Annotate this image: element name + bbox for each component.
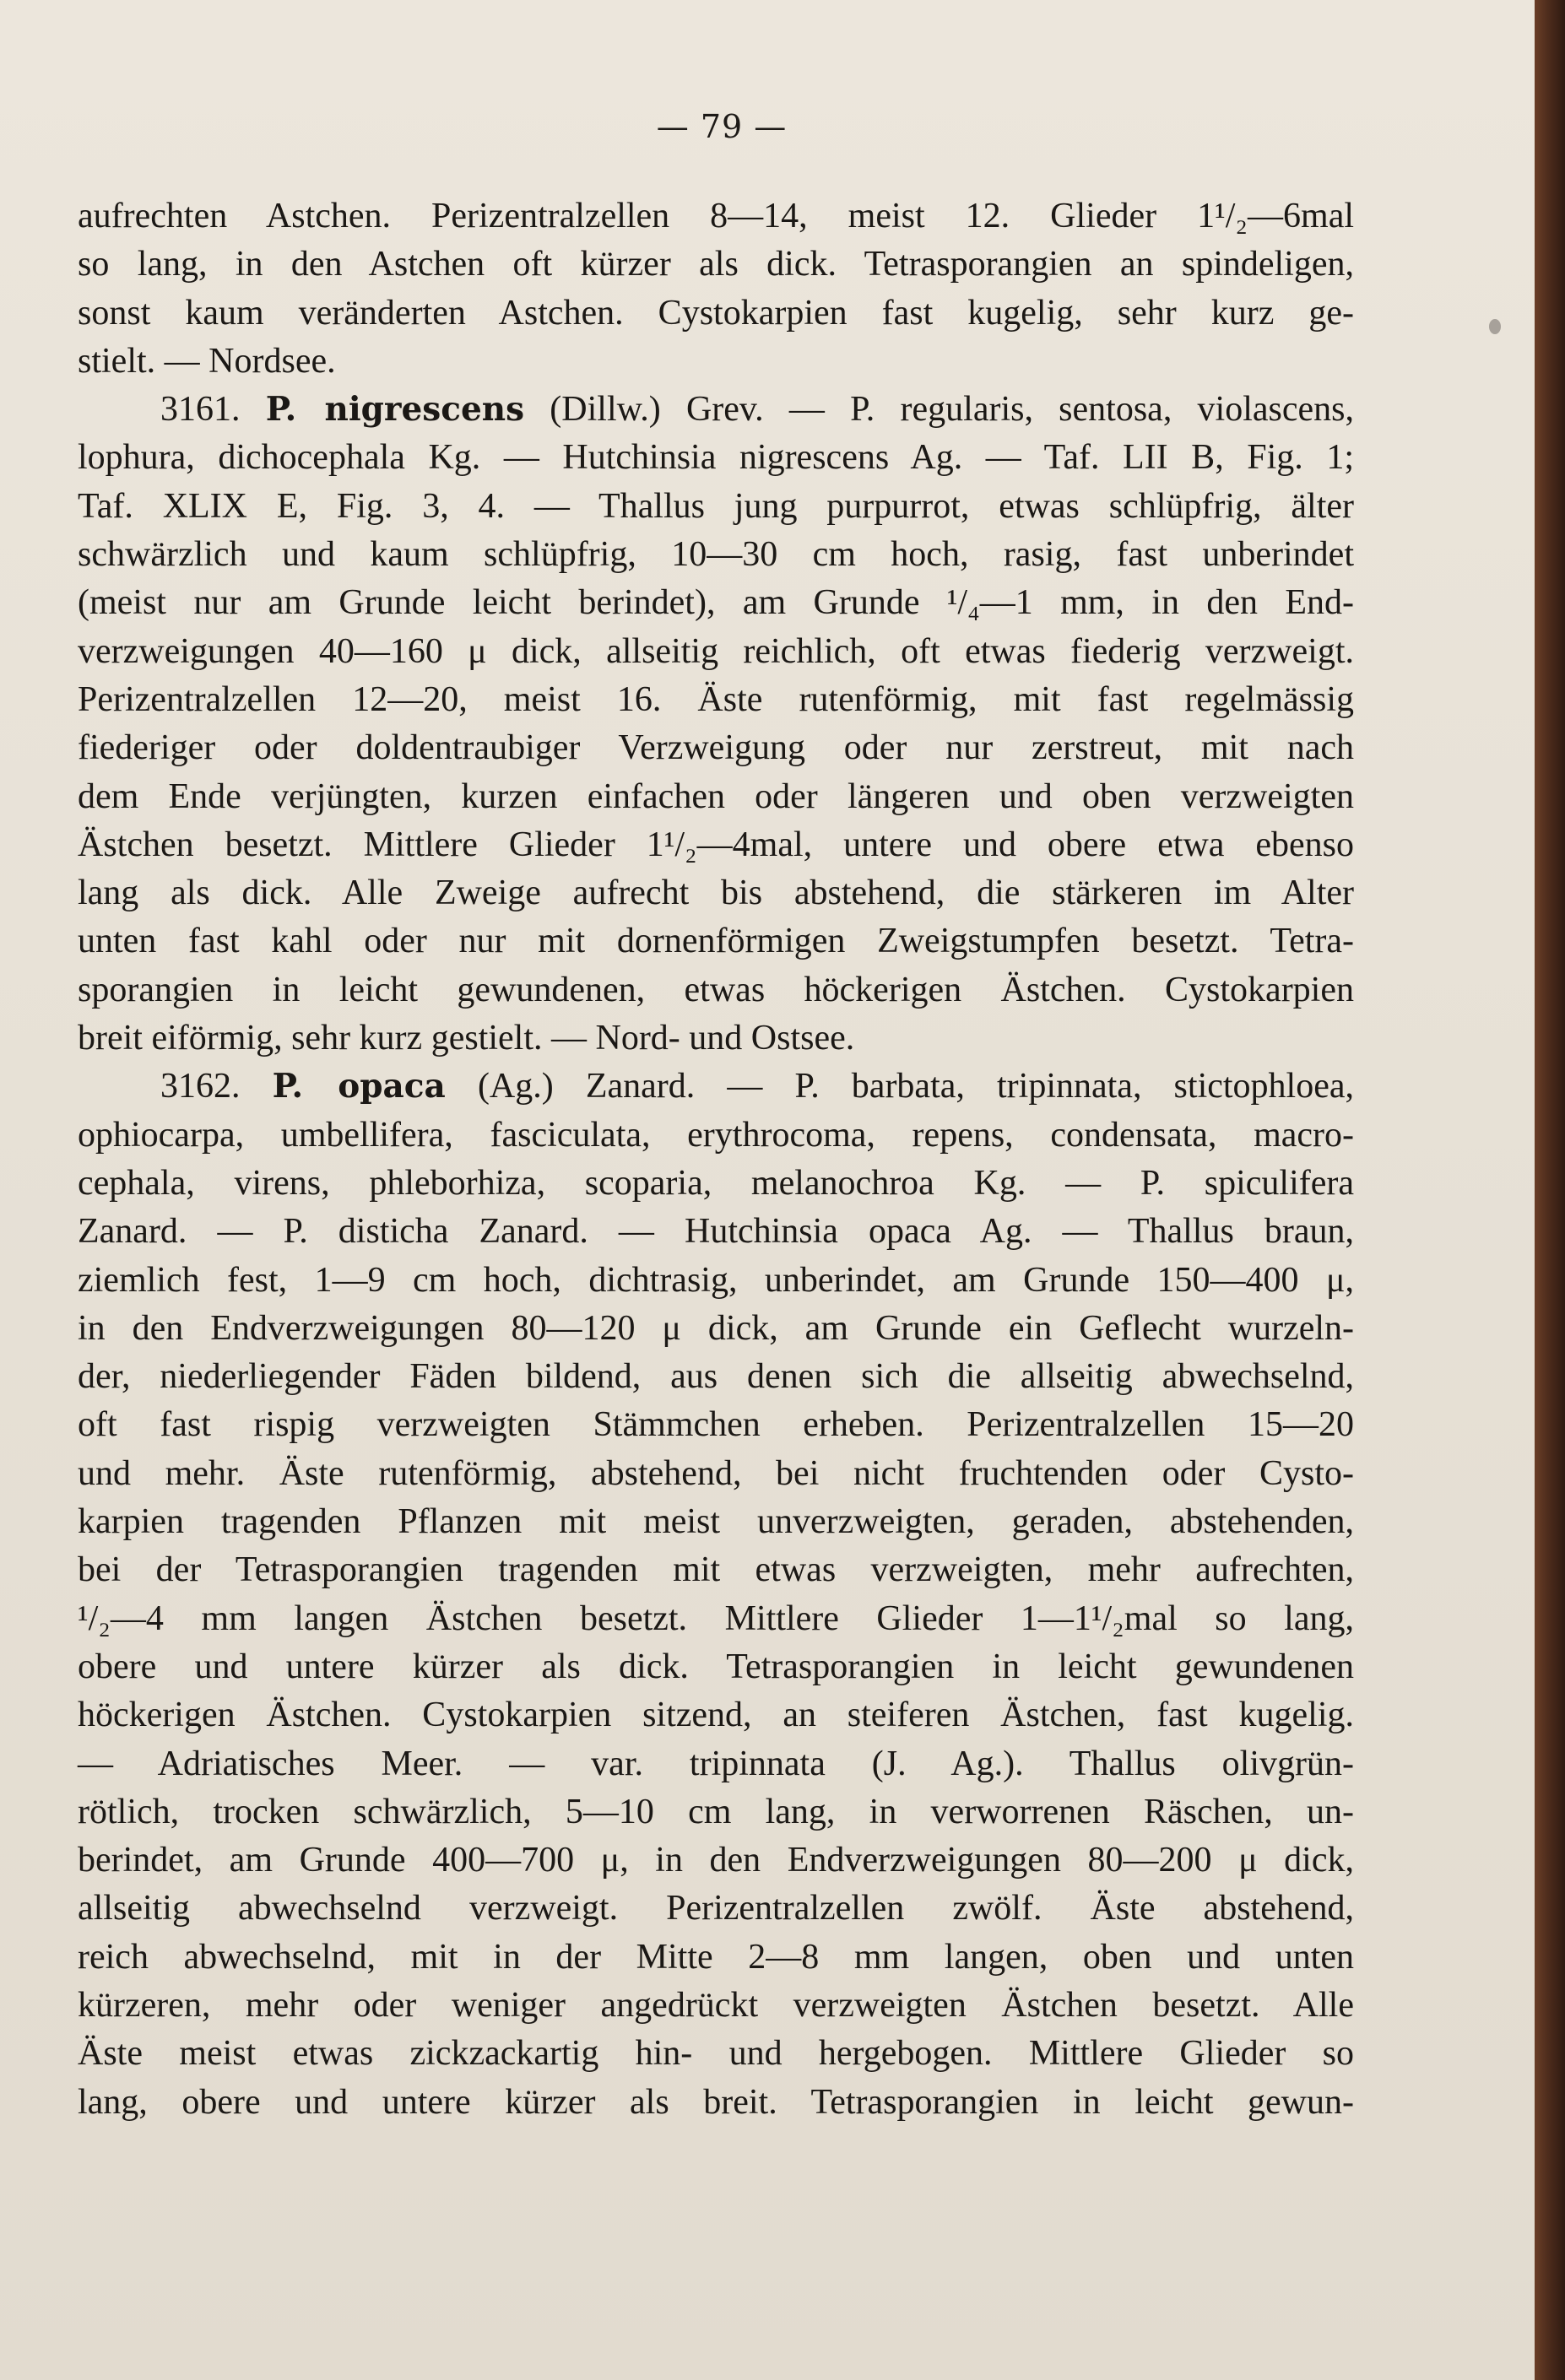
body-text bbox=[78, 192, 1354, 2127]
text-span: rötlich, trocken schwärzlich, 5—10 cm lang, in verworrenen Räschen, un- bbox=[78, 1792, 1354, 1831]
text-span: höckerigen Ästchen. Cystokarpien sitzend, an steiferen Ästchen, fast kugelig. bbox=[78, 1696, 1354, 1735]
text-span: oft fast rispig verzweigten Stämmchen erheben. Perizentralzellen 15—20 bbox=[78, 1405, 1354, 1445]
text-span: cephala, virens, phleborhiza, scoparia, melanochroa Kg. — P. spiculifera bbox=[78, 1163, 1354, 1203]
species-name: P. opaca bbox=[272, 1067, 446, 1106]
text-span: breit eiförmig, sehr kurz gestielt. — Nord- und Ostsee. bbox=[78, 1019, 855, 1058]
text-line bbox=[78, 966, 1354, 1014]
page-number: — 79 — bbox=[656, 108, 788, 145]
text-span: Taf. XLIX E, Fig. 3, 4. — Thallus jung purpurrot, etwas schlüpfrig, älter bbox=[78, 486, 1354, 526]
text-line bbox=[78, 2079, 1354, 2127]
text-span: lophura, dichocephala Kg. — Hutchinsia nigrescens Ag. — Taf. LII B, Fig. 1; bbox=[78, 438, 1354, 478]
text-line bbox=[78, 1450, 1354, 1498]
text-line bbox=[78, 483, 1354, 531]
text-span: in den Endverzweigungen 80—120 μ dick, am Grunde ein Geflecht wurzeln- bbox=[78, 1308, 1354, 1348]
text-span: (Dillw.) Grev. — P. regularis, sentosa, violascens, bbox=[524, 390, 1354, 430]
text-line bbox=[78, 2030, 1354, 2078]
species-name: P. nigrescens bbox=[265, 390, 525, 430]
text-line bbox=[78, 917, 1354, 966]
text-line bbox=[78, 1014, 1354, 1063]
text-span: der, niederliegender Fäden bildend, aus denen sich die allseitig abwechselnd, bbox=[78, 1357, 1354, 1397]
text-span: so lang, in den Astchen oft kürzer als dick. Tetrasporangien an spindeligen, bbox=[78, 245, 1354, 284]
text-line bbox=[78, 531, 1354, 579]
text-line bbox=[78, 1498, 1354, 1546]
text-span: lang, obere und untere kürzer als breit. Tetrasporangien in leicht gewun- bbox=[78, 2082, 1354, 2122]
text-span: 3161. bbox=[160, 390, 266, 430]
text-line bbox=[78, 1982, 1354, 2030]
text-line bbox=[78, 1208, 1354, 1256]
text-line bbox=[78, 773, 1354, 821]
text-span: karpien tragenden Pflanzen mit meist unverzweigten, geraden, abstehenden, bbox=[78, 1502, 1354, 1542]
text-line bbox=[78, 1740, 1354, 1788]
text-line bbox=[78, 1885, 1354, 1933]
text-line bbox=[78, 1112, 1354, 1160]
text-span: ophiocarpa, umbellifera, fasciculata, erythrocoma, repens, condensata, macro- bbox=[78, 1115, 1354, 1155]
text-line bbox=[78, 1305, 1354, 1353]
text-span: reich abwechselnd, mit in der Mitte 2—8 mm langen, oben und unten bbox=[78, 1937, 1354, 1977]
text-line bbox=[78, 676, 1354, 724]
paper-spot bbox=[1489, 319, 1501, 334]
text-line bbox=[78, 628, 1354, 676]
book-edge bbox=[1535, 0, 1565, 2380]
text-span: und mehr. Äste rutenförmig, abstehend, bei nicht fruchtenden oder Cysto- bbox=[78, 1453, 1354, 1493]
text-line bbox=[78, 434, 1354, 482]
text-span: Perizentralzellen 12—20, meist 16. Äste rutenförmig, mit fast regelmässig bbox=[78, 679, 1354, 719]
text-line bbox=[78, 579, 1354, 627]
text-line bbox=[78, 1788, 1354, 1836]
text-span: — Adriatisches Meer. — var. tripinnata (J. Ag.). Thallus olivgrün- bbox=[78, 1744, 1354, 1783]
text-line bbox=[78, 241, 1354, 289]
text-span: ¹/₂—4 mm langen Ästchen besetzt. Mittlere Glieder 1—1¹/₂mal so lang, bbox=[78, 1598, 1354, 1638]
text-span: lang als dick. Alle Zweige aufrecht bis abstehend, die stärkeren im Alter bbox=[78, 874, 1354, 913]
text-span: Zanard. — P. disticha Zanard. — Hutchinsia opaca Ag. — Thallus braun, bbox=[78, 1212, 1354, 1252]
text-line bbox=[78, 338, 1354, 386]
text-line bbox=[78, 821, 1354, 869]
text-span: (Ag.) Zanard. — P. barbata, tripinnata, stictophloea, bbox=[445, 1067, 1354, 1106]
text-span: stielt. — Nordsee. bbox=[78, 341, 336, 381]
text-line bbox=[78, 1353, 1354, 1401]
text-line bbox=[78, 1160, 1354, 1208]
text-span: obere und untere kürzer als dick. Tetrasporangien in leicht gewundenen bbox=[78, 1647, 1354, 1686]
text-span: Äste meist etwas zickzackartig hin- und hergebogen. Mittlere Glieder so bbox=[78, 2034, 1354, 2074]
text-span: verzweigungen 40—160 μ dick, allseitig reichlich, oft etwas fiederig verzweigt. bbox=[78, 631, 1354, 671]
text-line bbox=[78, 192, 1354, 241]
text-span: bei der Tetrasporangien tragenden mit etwas verzweigten, mehr aufrechten, bbox=[78, 1550, 1354, 1590]
text-span: schwärzlich und kaum schlüpfrig, 10—30 cm hoch, rasig, fast unberindet bbox=[78, 535, 1354, 575]
text-span: unten fast kahl oder nur mit dornenförmigen Zweigstumpfen besetzt. Tetra- bbox=[78, 922, 1354, 961]
text-line bbox=[78, 1257, 1354, 1305]
text-span: sonst kaum veränderten Astchen. Cystokarpien fast kugelig, sehr kurz ge- bbox=[78, 293, 1354, 333]
text-line bbox=[78, 1836, 1354, 1885]
text-span: kürzeren, mehr oder weniger angedrückt verzweigten Ästchen besetzt. Alle bbox=[78, 1985, 1354, 2025]
text-span: aufrechten Astchen. Perizentralzellen 8—14, meist 12. Glieder 1¹/₂—6mal bbox=[78, 197, 1354, 235]
text-line bbox=[78, 1063, 1354, 1111]
text-span: ziemlich fest, 1—9 cm hoch, dichtrasig, unberindet, am Grunde 150—400 μ, bbox=[78, 1260, 1354, 1300]
text-span: Ästchen besetzt. Mittlere Glieder 1¹/₂—4mal, untere und obere etwa ebenso bbox=[78, 825, 1354, 864]
text-line bbox=[78, 1401, 1354, 1449]
text-line bbox=[78, 869, 1354, 917]
text-line bbox=[78, 1643, 1354, 1691]
text-span: (meist nur am Grunde leicht berindet), am Grunde ¹/₄—1 mm, in den End- bbox=[78, 583, 1354, 623]
text-span: fiederiger oder doldentraubiger Verzweigung oder nur zerstreut, mit nach bbox=[78, 728, 1354, 768]
text-span: allseitig abwechselnd verzweigt. Perizentralzellen zwölf. Äste abstehend, bbox=[78, 1889, 1354, 1928]
text-span: 3162. bbox=[160, 1067, 273, 1106]
text-line bbox=[78, 1934, 1354, 1982]
text-line bbox=[78, 386, 1354, 434]
text-line bbox=[78, 1595, 1354, 1643]
text-line bbox=[78, 724, 1354, 772]
text-line bbox=[78, 1691, 1354, 1739]
text-line bbox=[78, 1546, 1354, 1594]
text-span: sporangien in leicht gewundenen, etwas höckerigen Ästchen. Cystokarpien bbox=[78, 970, 1354, 1009]
text-span: berindet, am Grunde 400—700 μ, in den Endverzweigungen 80—200 μ dick, bbox=[78, 1841, 1354, 1880]
text-line bbox=[78, 289, 1354, 338]
text-span: dem Ende verjüngten, kurzen einfachen oder längeren und oben verzweigten bbox=[78, 776, 1354, 816]
